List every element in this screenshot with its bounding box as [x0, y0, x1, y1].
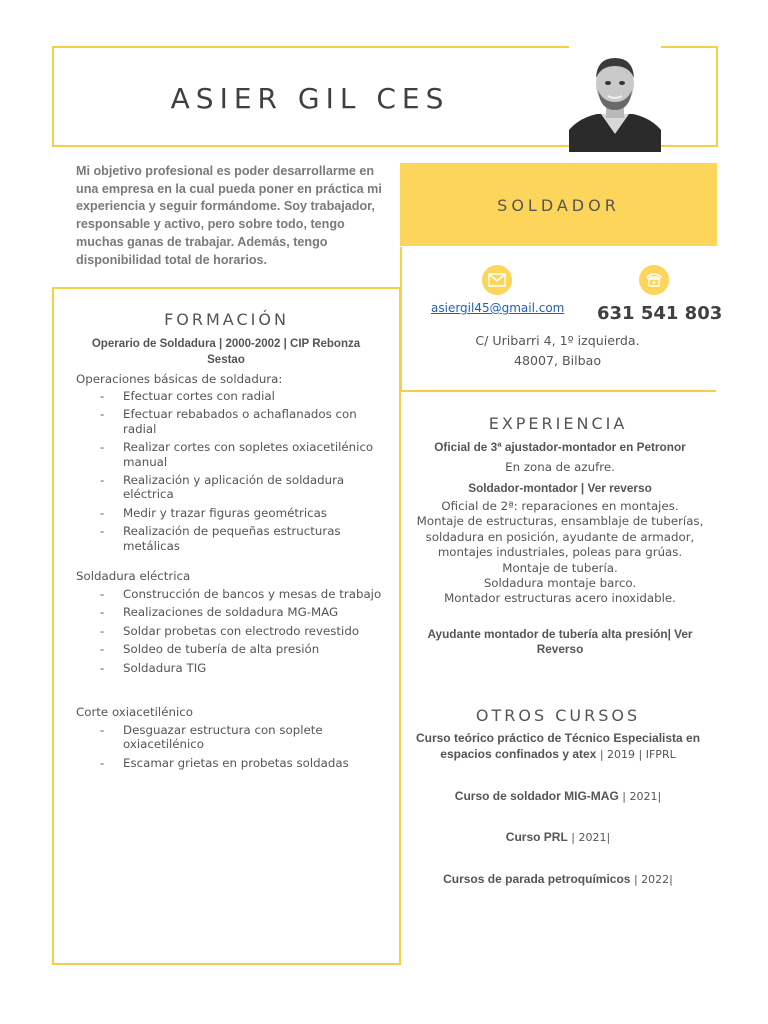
job-title — [405, 440, 715, 455]
candidate-name: ASIER GIL CES — [170, 82, 450, 115]
course-name: Curso PRL — [505, 830, 568, 844]
experiencia-title: EXPERIENCIA — [488, 414, 628, 433]
list-item: - Escamar grietas en probetas soldadas — [76, 756, 376, 770]
course-meta: | 2021| — [567, 831, 611, 844]
course-name: Curso de soldador MIG-MAG — [454, 789, 619, 803]
job-description-line: soldadura en posición, ayudante de armador, — [425, 529, 695, 544]
skills-list — [76, 587, 386, 679]
job-description — [405, 499, 715, 607]
telephone-icon — [639, 265, 669, 295]
list-item: - Medir y trazar figuras geométricas — [76, 506, 376, 520]
job-title — [405, 627, 715, 658]
address-line-1: C/ Uribarri 4, 1º izquierda. — [475, 333, 640, 348]
contact-divider — [400, 390, 716, 392]
email-link[interactable]: asiergil45@gmail.com — [431, 301, 565, 315]
list-item: - Realización de pequeñas estructuras metálicas — [76, 524, 376, 553]
course-item — [400, 730, 716, 763]
list-item: - Realizar cortes con sopletes oxiacetilénico manual — [76, 440, 376, 469]
skills-list — [76, 723, 376, 774]
list-item: - Realización y aplicación de soldadura eléctrica — [76, 473, 376, 502]
course-item — [400, 788, 716, 805]
job-title-text: Ayudante montador de tubería alta presión| Ver Reverso — [427, 627, 693, 657]
job-title — [405, 481, 715, 496]
envelope-icon — [482, 265, 512, 295]
course-meta: | 2021| — [618, 790, 662, 803]
formacion-subtitle: Operario de Soldadura | 2000-2002 | CIP Rebonza Sestao — [91, 338, 361, 366]
group-title: Corte oxiacetilénico — [76, 705, 193, 719]
job-description-line: Montaje de tubería. — [502, 560, 618, 575]
objective-text: Mi objetivo profesional es poder desarrollarme en una empresa en la cual pueda poner en práctica mi experiencia y seguir formándome. Soy trabajador, responsable y activo, pero sobre todo, tengo muchas ganas de trabajar. Además, tengo disponibilidad total de horarios. — [76, 164, 382, 267]
skills-list — [76, 389, 376, 557]
job-description-line: Oficial de 2ª: reparaciones en montajes. — [441, 499, 679, 513]
formacion-title: FORMACIÓN — [164, 310, 289, 329]
list-item: - Soldadura TIG — [76, 661, 386, 675]
course-item — [400, 871, 716, 888]
list-item: - Efectuar cortes con radial — [76, 389, 376, 403]
course-name: Curso teórico práctico de Técnico Especialista en espacios confinados y atex — [415, 731, 701, 761]
list-item: - Realizaciones de soldadura MG-MAG — [76, 605, 386, 619]
job-description-line: Soldadura montaje barco. — [483, 576, 637, 591]
list-item: - Efectuar rebabados o achaflanados con radial — [76, 407, 376, 436]
phone-number: 631 541 803 — [597, 303, 723, 324]
address — [400, 331, 715, 371]
job-title-text: Oficial de 3ª ajustador-montador en Petronor — [434, 440, 686, 454]
list-item: - Construcción de bancos y mesas de trabajo — [76, 587, 386, 601]
job-title-text: Soldador-montador | Ver reverso — [468, 481, 652, 495]
course-meta: | 2022| — [630, 873, 673, 886]
job-description-line: montajes industriales, poleas para grúas. — [437, 545, 683, 560]
job-description-line: Montaje de estructuras, ensamblaje de tuberías, — [416, 514, 704, 529]
group-title: Soldadura eléctrica — [76, 569, 191, 583]
list-item: - Desguazar estructura con soplete oxiacetilénico — [76, 723, 376, 752]
course-name: Cursos de parada petroquímicos — [443, 872, 631, 886]
course-meta: | 2019 | IFPRL — [596, 748, 676, 761]
job-description-line: Montador estructuras acero inoxidable. — [444, 591, 676, 606]
role-title: SOLDADOR — [497, 196, 620, 215]
job-description: En zona de azufre. — [505, 460, 615, 474]
profile-photo — [569, 44, 661, 152]
otros-cursos-title: OTROS CURSOS — [475, 706, 641, 725]
address-line-2: 48007, Bilbao — [513, 353, 602, 368]
list-item: - Soldeo de tubería de alta presión — [76, 642, 386, 656]
course-item — [400, 829, 716, 846]
group-title: Operaciones básicas de soldadura: — [76, 372, 283, 386]
list-item: - Soldar probetas con electrodo revestido — [76, 624, 386, 638]
